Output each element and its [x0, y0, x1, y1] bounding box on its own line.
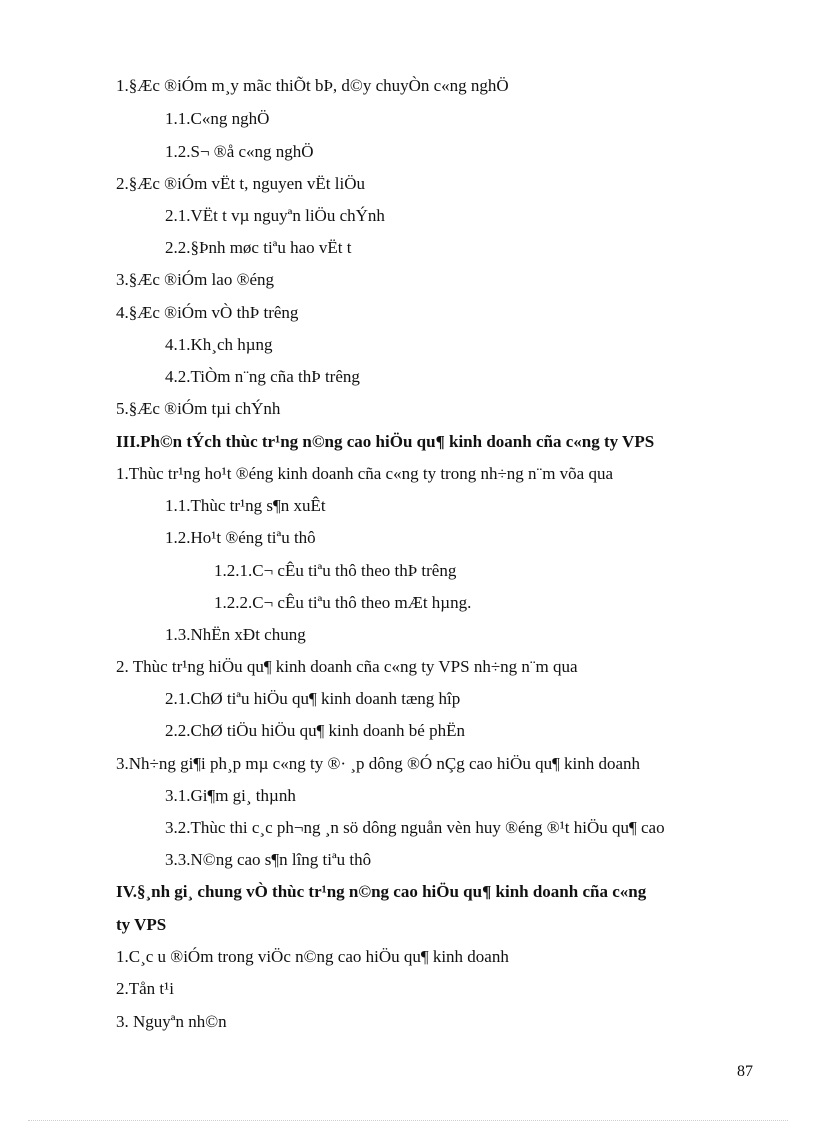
- toc-entry: 1.Thùc tr¹ng ho¹t ®éng kinh doanh cña c«ng ty trong nh÷ng n¨m võa qua: [116, 464, 614, 483]
- toc-entry: 2.1.VËt t vµ nguyªn liÖu chÝnh: [165, 206, 385, 225]
- toc-entry: 3.1.Gi¶m gi¸ thµnh: [165, 786, 296, 805]
- toc-entry: 2.1.ChØ tiªu hiÖu qu¶ kinh doanh tæng hîp: [165, 689, 461, 708]
- toc-entry: 3.2.Thùc thi c¸c ph¬ng ¸n sö dông nguån vèn huy ®éng ®¹t hiÖu qu¶ cao: [165, 818, 665, 837]
- toc-entry: 1.2.S¬ ®å c«ng nghÖ: [165, 142, 314, 161]
- toc-entry: 2.2.ChØ tiÖu hiÖu qu¶ kinh doanh bé phËn: [165, 721, 465, 740]
- toc-entry: 1.3.NhËn xÐt chung: [165, 625, 306, 644]
- toc-entry: 1.2.1.C¬ cÊu tiªu thô theo thÞ trêng: [214, 561, 457, 580]
- toc-entry: 4.2.TiÒm n¨ng cña thÞ trêng: [165, 367, 360, 386]
- toc-entry: 1.2.2.C¬ cÊu tiªu thô theo mÆt hµng.: [214, 593, 472, 612]
- toc-entry: 1.C¸c u ®iÓm trong viÖc n©ng cao hiÖu qu¶ kinh doanh: [116, 947, 509, 966]
- toc-entry: 2.§Æc ®iÓm vËt t, nguyen vËt liÖu: [116, 174, 366, 193]
- toc-entry: 3.3.N©ng cao s¶n lîng tiªu thô: [165, 850, 372, 869]
- toc-entry: 1.1.C«ng nghÖ: [165, 109, 270, 128]
- toc-entry: 1.1.Thùc tr¹ng s¶n xuÊt: [165, 496, 326, 515]
- toc-entry: 1.§Æc ®iÓm m¸y mãc thiÕt bÞ, d©y chuyÒn c«ng nghÖ: [116, 76, 509, 95]
- toc-entry: 4.1.Kh¸ch hµng: [165, 335, 273, 354]
- footer-divider: [28, 1120, 788, 1121]
- toc-entry: 5.§Æc ®iÓm tµi chÝnh: [116, 399, 281, 418]
- toc-entry: 3.Nh÷ng gi¶i ph¸p mµ c«ng ty ®· ¸p dông ®Ó nÇg cao hiÖu qu¶ kinh doanh: [116, 754, 641, 773]
- toc-entry: 1.2.Ho¹t ®éng tiªu thô: [165, 528, 316, 547]
- toc-entry: 3.§Æc ®iÓm lao ®éng: [116, 270, 275, 289]
- toc-section-heading-continued: ty VPS: [116, 915, 167, 934]
- toc-entry: 3. Nguyªn nh©n: [116, 1012, 227, 1031]
- toc-entry: 2.2.§Þnh møc tiªu hao vËt t: [165, 238, 352, 257]
- toc-entry: 2. Thùc tr¹ng hiÖu qu¶ kinh doanh cña c«ng ty VPS nh÷ng n¨m qua: [116, 657, 578, 676]
- toc-section-heading: III.Ph©n tÝch thùc tr¹ng n©ng cao hiÖu qu¶ kinh doanh cña c«ng ty VPS: [116, 432, 655, 451]
- toc-entry: 4.§Æc ®iÓm vÒ thÞ trêng: [116, 303, 299, 322]
- page-number: 87: [737, 1063, 753, 1080]
- toc-section-heading: IV.§¸nh gi¸ chung vÒ thùc tr¹ng n©ng cao hiÖu qu¶ kinh doanh cña c«ng: [116, 882, 647, 901]
- toc-entry: 2.Tån t¹i: [116, 979, 174, 998]
